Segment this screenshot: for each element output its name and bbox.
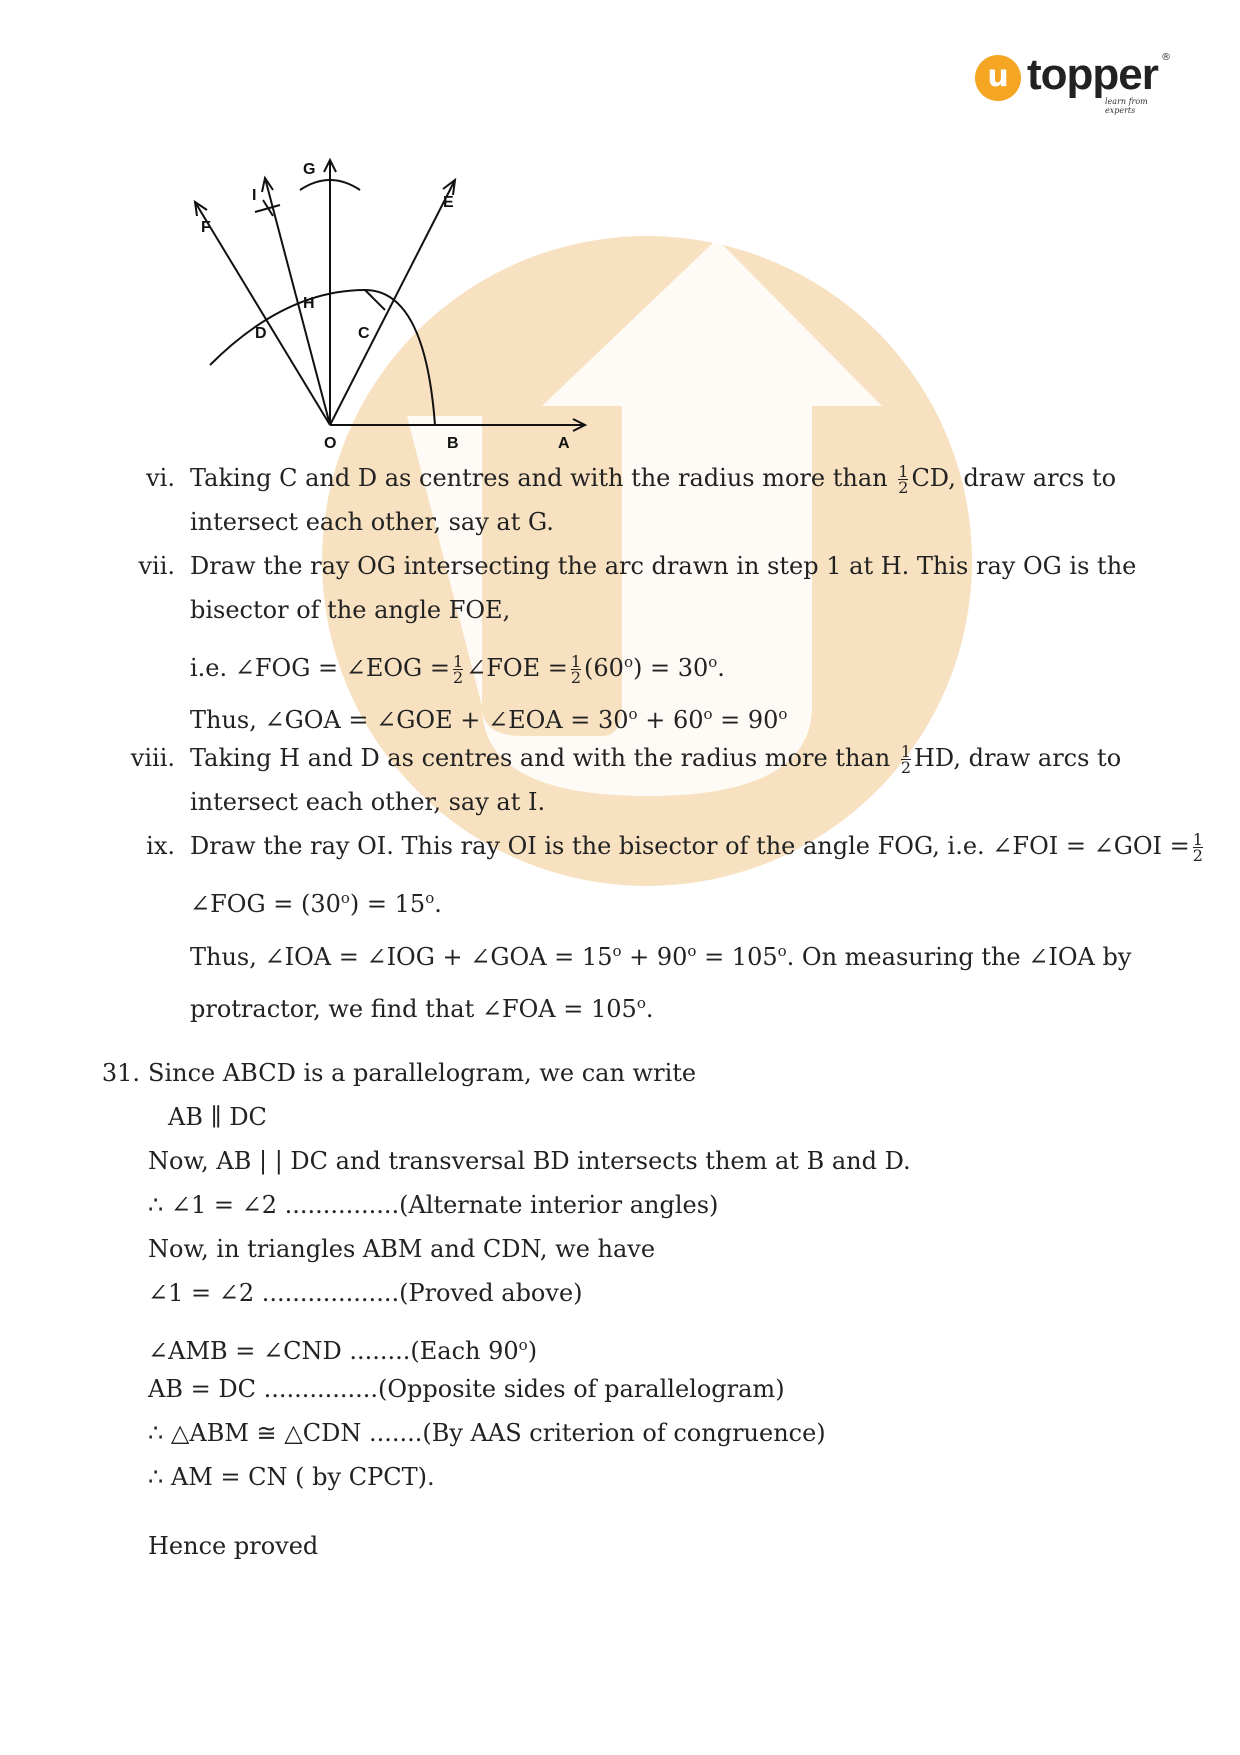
step-ix-num: ix.: [146, 832, 175, 860]
construction-figure: [185, 150, 625, 460]
label-i: I: [252, 187, 257, 204]
step-vi-num: vi.: [146, 464, 175, 492]
q31-line-2: AB ∥ DC: [168, 1103, 267, 1131]
q31-line-9: ∴ △ABM ≅ △CDN .......(By AAS criterion of congruence): [148, 1419, 826, 1447]
q31-line-6: ∠1 = ∠2 ..................(Proved above): [148, 1279, 583, 1307]
ray-of: [195, 202, 330, 425]
q31-line-5: Now, in triangles ABM and CDN, we have: [148, 1235, 656, 1263]
label-c: C: [358, 325, 370, 342]
q31-line-1: 31. Since ABCD is a parallelogram, we can write: [80, 1058, 696, 1088]
label-o: O: [324, 435, 337, 452]
logo-u-icon: u: [975, 55, 1021, 101]
topper-logo: [975, 50, 1175, 115]
step-viii-line-1: viii. Taking H and D as centres and with the radius more than $\frac{1}{2}$ HD, draw arcs to: [115, 743, 1121, 775]
step-vii-line-3: i.e. ∠FOG = ∠EOG = $\frac{1}{2}$ ∠FOE = $\frac{1}{2}$ $(60^o) = 30^o$.: [190, 652, 725, 687]
label-a: A: [558, 435, 570, 452]
ray-oe: [330, 180, 455, 425]
label-f: F: [201, 219, 211, 236]
step-viii-num: viii.: [130, 744, 175, 772]
step-ix-line-2: ∠FOG = $(30^o) = 15^o$.: [190, 889, 442, 918]
q31-num: 31.: [101, 1059, 140, 1087]
arc-bdc: [210, 290, 435, 425]
label-d: D: [255, 325, 267, 342]
ray-oi: [265, 178, 330, 425]
step-vii-line-4: Thus, ∠GOA = ∠GOE + ∠EOA = $30^o + 60^o = 90^o$: [190, 705, 788, 734]
step-vii-line-2: bisector of the angle FOE,: [190, 596, 511, 624]
fraction: $\frac{1}{2}$: [900, 742, 911, 777]
step-vi-line-2: intersect each other, say at G.: [190, 508, 554, 536]
step-vii-num: vii.: [138, 552, 175, 580]
label-e: E: [443, 194, 454, 211]
step-ix-line-3: Thus, ∠IOA = ∠IOG + ∠GOA = $15^o + 90^o = 105^o$. On measuring the ∠IOA by: [190, 942, 1132, 971]
step-ix-line-4: protractor, we find that ∠FOA = $105^o$.: [190, 994, 654, 1023]
fraction: $\frac{1}{2}$: [898, 462, 909, 497]
fraction: $\frac{1}{2}$: [1192, 830, 1203, 865]
q31-line-8: AB = DC ...............(Opposite sides of parallelogram): [148, 1375, 785, 1403]
step-vii-line-1: vii. Draw the ray OG intersecting the arc drawn in step 1 at H. This ray OG is the: [115, 551, 1136, 581]
q31-line-10: ∴ AM = CN ( by CPCT).: [148, 1463, 435, 1491]
logo-wordmark: topper: [1027, 50, 1158, 99]
step-vi-line-1: vi. Taking C and D as centres and with the radius more than $\frac{1}{2}$ CD, draw arcs to: [115, 463, 1116, 495]
fraction: $\frac{1}{2}$: [452, 652, 464, 687]
label-g: G: [303, 161, 316, 178]
logo-tagline: learn from experts: [1105, 97, 1148, 115]
q31-line-3: Now, AB | | DC and transversal BD intersects them at B and D.: [148, 1147, 911, 1175]
step-ix-line-1: ix. Draw the ray OI. This ray OI is the bisector of the angle FOG, i.e. ∠FOI = ∠GOI = $\frac{1}{2}$: [115, 831, 1206, 863]
label-b: B: [447, 435, 459, 452]
q31-conclusion: Hence proved: [148, 1532, 319, 1560]
fraction: $\frac{1}{2}$: [570, 652, 582, 687]
q31-line-4: ∴ ∠1 = ∠2 ...............(Alternate interior angles): [148, 1191, 719, 1219]
step-viii-line-2: intersect each other, say at I.: [190, 788, 546, 816]
logo-registered: ®: [1161, 52, 1171, 63]
label-h: H: [303, 295, 315, 312]
q31-line-7: ∠AMB = ∠CND ........(Each 90$^o$): [148, 1336, 538, 1365]
